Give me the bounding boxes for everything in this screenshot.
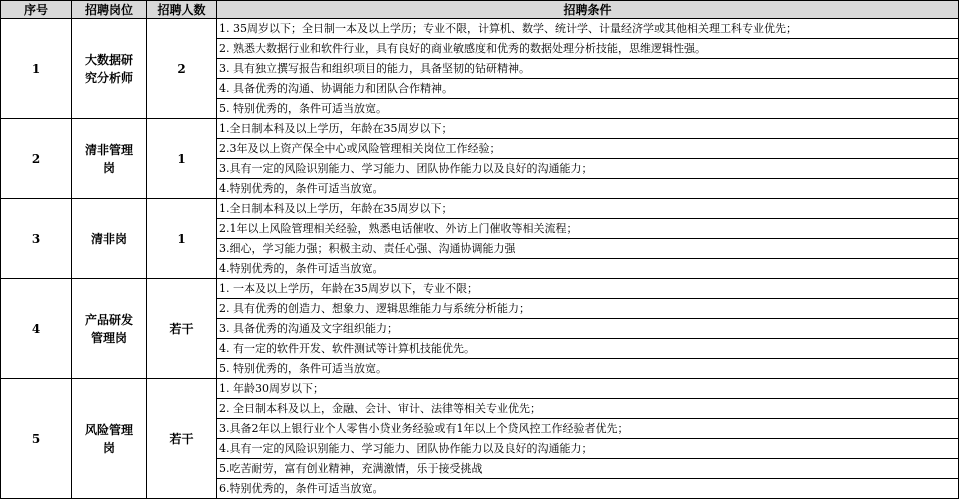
header-requirements: 招聘条件 xyxy=(217,1,959,19)
position-number: 1 xyxy=(1,19,72,119)
requirement-item: 4.特别优秀的，条件可适当放宽。 xyxy=(217,179,959,199)
position-title-line: 岗 xyxy=(102,160,115,175)
table-row xyxy=(1,19,959,39)
requirement-item: 2.1年以上风险管理相关经验，熟悉电话催收、外访上门催收等相关流程； xyxy=(217,219,959,239)
requirement-item: 4. 具备优秀的沟通、协调能力和团队合作精神。 xyxy=(217,79,959,99)
position-title-line: 产品研发 xyxy=(84,312,133,327)
header-row xyxy=(1,1,959,19)
requirement-item: 2. 具有优秀的创造力、想象力、逻辑思维能力与系统分析能力； xyxy=(217,299,959,319)
requirement-item: 3.具备2年以上银行业个人零售小贷业务经验或有1年以上个贷风控工作经验者优先； xyxy=(217,419,959,439)
position-number: 3 xyxy=(1,199,72,279)
requirement-item: 5. 特别优秀的，条件可适当放宽。 xyxy=(217,99,959,119)
position-count: 2 xyxy=(147,19,217,119)
position-count: 若干 xyxy=(147,279,217,379)
requirement-item: 6.特别优秀的，条件可适当放宽。 xyxy=(217,479,959,499)
position-count: 1 xyxy=(147,119,217,199)
requirement-item: 4.特别优秀的，条件可适当放宽。 xyxy=(217,259,959,279)
table-body xyxy=(1,19,959,499)
requirement-item: 1. 35周岁以下；全日制一本及以上学历；专业不限，计算机、数学、统计学、计量经济学或其他相关理工科专业优先； xyxy=(217,19,959,39)
position-title xyxy=(72,19,147,119)
requirement-item: 5. 特别优秀的，条件可适当放宽。 xyxy=(217,359,959,379)
position-title-line: 大数据研 xyxy=(84,52,133,67)
requirement-item: 1. 一本及以上学历，年龄在35周岁以下，专业不限； xyxy=(217,279,959,299)
requirement-item: 2. 全日制本科及以上，金融、会计、审计、法律等相关专业优先； xyxy=(217,399,959,419)
requirement-item: 2. 熟悉大数据行业和软件行业，具有良好的商业敏感度和优秀的数据处理分析技能，思维逻辑性强。 xyxy=(217,39,959,59)
requirement-item: 2.3年及以上资产保全中心或风险管理相关岗位工作经验； xyxy=(217,139,959,159)
position-title-line: 岗 xyxy=(102,440,115,455)
table-row xyxy=(1,379,959,399)
header-count: 招聘人数 xyxy=(147,1,217,19)
position-title xyxy=(72,279,147,379)
requirement-item: 4.具有一定的风险识别能力、学习能力、团队协作能力以及良好的沟通能力； xyxy=(217,439,959,459)
requirement-item: 1.全日制本科及以上学历，年龄在35周岁以下； xyxy=(217,119,959,139)
requirement-item: 1.全日制本科及以上学历，年龄在35周岁以下； xyxy=(217,199,959,219)
requirement-item: 3.具有一定的风险识别能力、学习能力、团队协作能力以及良好的沟通能力； xyxy=(217,159,959,179)
requirement-item: 1. 年龄30周岁以下； xyxy=(217,379,959,399)
requirement-item: 3. 具备优秀的沟通及文字组织能力； xyxy=(217,319,959,339)
position-title-line: 管理岗 xyxy=(90,330,127,345)
table-row xyxy=(1,199,959,219)
position-count: 1 xyxy=(147,199,217,279)
requirement-item: 4. 有一定的软件开发、软件测试等计算机技能优先。 xyxy=(217,339,959,359)
header-position: 招聘岗位 xyxy=(72,1,147,19)
position-number: 4 xyxy=(1,279,72,379)
position-count: 若干 xyxy=(147,379,217,499)
position-title-line: 清非管理 xyxy=(84,142,133,157)
position-title-line: 究分析师 xyxy=(84,70,133,85)
position-title xyxy=(72,119,147,199)
position-number: 2 xyxy=(1,119,72,199)
position-title xyxy=(72,199,147,279)
position-title-line: 清非岗 xyxy=(90,231,127,246)
position-title xyxy=(72,379,147,499)
table-row xyxy=(1,119,959,139)
header-no: 序号 xyxy=(1,1,72,19)
position-number: 5 xyxy=(1,379,72,499)
requirement-item: 5.吃苦耐劳，富有创业精神，充满激情，乐于接受挑战 xyxy=(217,459,959,479)
position-title-line: 风险管理 xyxy=(84,422,133,437)
requirement-item: 3.细心，学习能力强；积极主动、责任心强、沟通协调能力强 xyxy=(217,239,959,259)
table-row xyxy=(1,279,959,299)
requirement-item: 3. 具有独立撰写报告和组织项目的能力，具备坚韧的钻研精神。 xyxy=(217,59,959,79)
